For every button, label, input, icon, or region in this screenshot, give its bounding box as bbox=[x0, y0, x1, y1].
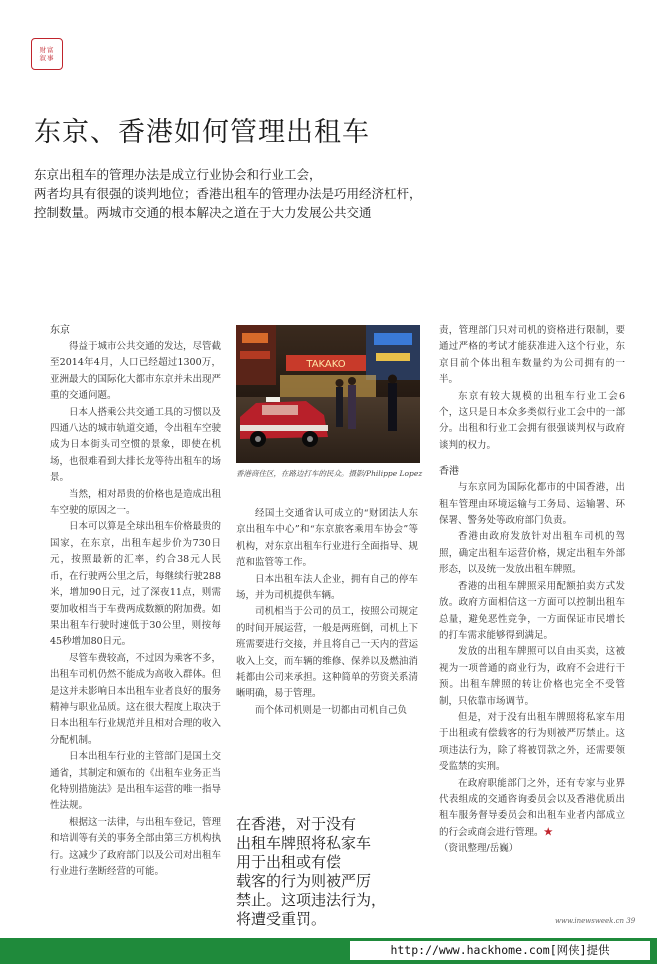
photo-caption: 香港商住区，在路边打车的民众。摄影/Philippe Lopez bbox=[236, 469, 423, 478]
paragraph: 得益于城市公共交通的发达，尽管截至2014年4月，人口已经超过1300万，亚洲最大的国际化大都市东京并未出现严重的交通问题。 bbox=[50, 341, 222, 402]
lead-line: 东京出租车的管理办法是成立行业协会和行业工会， bbox=[34, 167, 322, 182]
section-heading-tokyo: 东京 bbox=[50, 325, 70, 336]
section-badge bbox=[31, 38, 63, 70]
paragraph: 司机相当于公司的员工，按照公司规定的时间开展运营，一般是两班倒，司机上下班需要进行交接，并且将自己一天内的营运收入上交，而车辆的维修、保养以及燃油消耗都由公司来承担。这种简单的劳资关系清晰明确，易于管理。 bbox=[236, 606, 418, 700]
paragraph: 日本出租车行业的主管部门是国土交通省，其制定和颁布的《出租车业务正当化特别措施法》是出租车运营的唯一指导性法规。 bbox=[50, 751, 222, 812]
paragraph: 当然，相对昂贵的价格也是造成出租车空驶的原因之一。 bbox=[50, 488, 222, 517]
badge-line-1: 财富 bbox=[39, 46, 55, 54]
paragraph: 但是，对于没有出租车牌照将私家车用于出租或有偿载客的行为则被严厉禁止。这项违法行为，除了将被罚款之外，还需要领受监禁的实刑。 bbox=[439, 711, 625, 773]
badge-line-2: 叙事 bbox=[39, 54, 55, 62]
pull-quote-line: 禁止。这项违法行为， bbox=[236, 891, 387, 909]
paragraph: 与东京同为国际化都市的中国香港，出租车管理由环境运输与工务局、运输署、环保署、警务处等政府部门负责。 bbox=[439, 482, 625, 527]
paragraph-final bbox=[439, 776, 625, 842]
article-title: 东京、香港如何管理出租车 bbox=[34, 117, 370, 148]
lead-line: 两者均具有很强的谈判地位；香港出租车的管理办法是巧用经济杠杆， bbox=[34, 186, 422, 201]
paragraph: 而个体司机则是一切都由司机自己负 bbox=[255, 704, 408, 716]
pull-quote bbox=[236, 815, 426, 929]
pull-quote-line: 将遭受重罚。 bbox=[236, 910, 327, 928]
paragraph: 经国土交通省认可成立的“财团法人东京出租车中心”和“东京旅客乘用车协会”等机构，对东京出租车行业进行全面指导、规范和监管等工作。 bbox=[236, 508, 418, 569]
middle-column bbox=[236, 506, 418, 719]
page-footer: www.inewsweek.cn 39 bbox=[555, 917, 636, 925]
paragraph: 责，管理部门只对司机的资格进行限制，要通过严格的考试才能获准进入这个行业，东京目前个体出租车数量约为公司拥有的一半。 bbox=[439, 325, 625, 386]
right-column bbox=[439, 323, 625, 857]
article-lead bbox=[34, 165, 454, 222]
paragraph: 日本出租车法人企业，拥有自己的停车场，并为司机提供车辆。 bbox=[236, 573, 418, 602]
pull-quote-line: 出租车牌照将私家车 bbox=[236, 834, 372, 852]
paragraph: 日本可以算是全球出租车价格最贵的国家，在东京，出租车起步价为730日元，按照最新的汇率，约合38元人民币，在行驶两公里之后，每继续行驶288米，增加90日元，过了深夜11点，则需要加收相当于车费两成数额的附加费。如果出租车行驶时速低于30公里，则按每45秒增加80日元。 bbox=[50, 521, 222, 648]
paragraph-text: 在政府职能部门之外，还有专家与业界代表组成的交通咨询委员会以及香港优质出租车服务督导委员会和出租车业者内部成立的行会或商会进行管理。 bbox=[439, 777, 625, 838]
end-mark-star-icon: ★ bbox=[543, 826, 554, 838]
paragraph: 日本人搭乘公共交通工具的习惯以及四通八达的城市轨道交通，令出租车空驶成为日本街头司空惯的景象，即使在机场，也很难看到大排长龙等待出租车的场景。 bbox=[50, 406, 222, 484]
hong-kong-taxi-photo bbox=[236, 325, 420, 463]
street-sign-text: TAKAKO bbox=[306, 359, 346, 370]
source-banner bbox=[0, 938, 657, 964]
paragraph: 香港的出租车牌照采用配额拍卖方式发放。政府方面相信这一方面可以控制出租车总量，避免恶性竞争，一方面保证市民增长的打车需求能够得到满足。 bbox=[439, 580, 625, 641]
pull-quote-line: 载客的行为则被严厉 bbox=[236, 872, 372, 890]
article-credit: （资讯整理/岳巍） bbox=[439, 843, 519, 855]
lead-line: 控制数量。两城市交通的根本解决之道在于大力发展公共交通 bbox=[34, 205, 372, 220]
section-heading-hongkong: 香港 bbox=[439, 466, 459, 478]
pull-quote-line: 在香港，对于没有 bbox=[236, 815, 357, 833]
source-link[interactable]: http://www.hackhome.com[网侠]提供 bbox=[350, 941, 650, 960]
paragraph: 根据这一法律，与出租车登记，管理和培训等有关的事务全部由第三方机构执行。这减少了政府部门以及公司对出租车行业进行垄断经营的可能。 bbox=[50, 816, 222, 877]
pull-quote-line: 用于出租或有偿 bbox=[236, 853, 342, 871]
paragraph: 香港由政府发放针对出租车司机的驾照，确定出租车运营价格，规定出租车外部形态，以及统一发放出租车牌照。 bbox=[439, 531, 625, 576]
paragraph: 东京有较大规模的出租车行业工会6个，这只是日本众多类似行业工会中的一部分。出租和行业工会拥有很强谈判权与政府谈判的权力。 bbox=[439, 390, 625, 451]
left-column bbox=[50, 323, 221, 880]
paragraph: 尽管车费较高，不过因为乘客不多，出租车司机仍然不能成为高收入群体。但是这并未影响日本出租车业者良好的服务精神与职业品质。这在很大程度上取决于日本出租车行业规范并且相对合理的收入分配机制。 bbox=[50, 652, 222, 746]
paragraph: 发放的出租车牌照可以自由买卖，这被视为一项普通的商业行为，政府不会进行干预。出租车牌照的转让价格也完全不受管制，只依靠市场调节。 bbox=[439, 646, 625, 707]
